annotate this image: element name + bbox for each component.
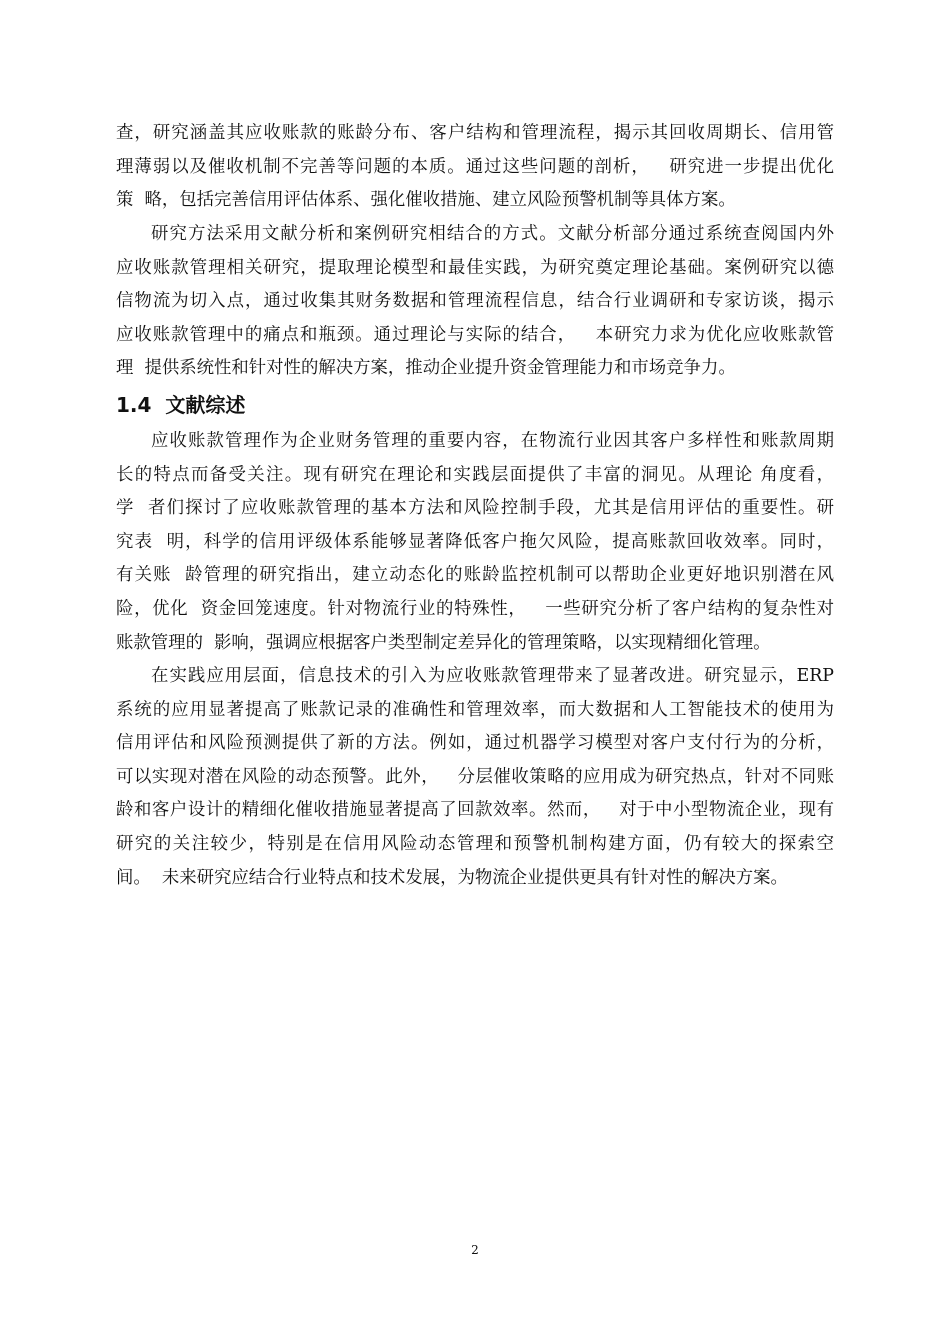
text-line: 查，研究涵盖其应收账款的账龄分布、客户结构和管理流程，揭示其回收周期长、信用管 (116, 123, 834, 143)
text-line: 可以实现对潜在风险的动态预警。此外， 分层催收策略的应用成为研究热点，针对不同账 (116, 766, 834, 787)
text-line: 长的特点而备受关注。现有研究在理论和实践层面提供了丰富的洞见。从理论 角度看， (116, 464, 834, 485)
text-line: 险，优化 资金回笼速度。针对物流行业的特殊性， 一些研究分析了客户结构的复杂性对 (116, 598, 834, 619)
text-line: 信用评估和风险预测提供了新的方法。例如，通过机器学习模型对客户支付行为的分析， (116, 733, 834, 754)
text-line: 有关账 龄管理的研究指出，建立动态化的账龄监控机制可以帮助企业更好地识别潜在风 (116, 565, 834, 586)
text-line: 间。 未来研究应结合行业特点和技术发展，为物流企业提供更具有针对性的解决方案。 (116, 867, 788, 888)
text-line: 龄和客户设计的精细化催收措施显著提高了回款效率。然而， 对于中小型物流企业，现有 (116, 800, 834, 821)
page-number: 2 (471, 1243, 479, 1257)
text-line: 系统的应用显著提高了账款记录的准确性和管理效率，而大数据和人工智能技术的使用为 (116, 699, 834, 720)
text-line: 理 提供系统性和针对性的解决方案，推动企业提升资金管理能力和市场竞争力。 (116, 358, 736, 379)
text-line: 究表 明，科学的信用评级体系能够显著降低客户拖欠风险，提高账款回收效率。同时， (116, 531, 834, 552)
text-line: 研究方法采用文献分析和案例研究相结合的方式。文献分析部分通过系统查阅国内外 (151, 224, 834, 244)
text-line: 应收账款管理作为企业财务管理的重要内容，在物流行业因其客户多样性和账款周期 (151, 431, 834, 451)
text-line: 账款管理的 影响，强调应根据客户类型制定差异化的管理策略，以实现精细化管理。 (116, 632, 771, 653)
text-line: 策 略，包括完善信用评估体系、强化催收措施、建立风险预警机制等具体方案。 (116, 190, 736, 211)
section-heading: 1.4 文献综述 (116, 393, 246, 417)
text-line: 在实践应用层面，信息技术的引入为应收账款管理带来了显著改进。研究显示，ERP (151, 666, 834, 686)
paragraph-research-method (116, 218, 834, 386)
paragraph-research-scope (116, 117, 834, 218)
text-line: 应收账款管理中的痛点和瓶颈。通过理论与实际的结合， 本研究力求为优化应收账款管 (116, 324, 834, 345)
paragraph-literature-theory (116, 425, 834, 660)
text-line: 理薄弱以及催收机制不完善等问题的本质。通过这些问题的剖析， 研究进一步提出优化 (116, 156, 834, 177)
paragraph-literature-practice (116, 660, 834, 895)
text-line: 学 者们探讨了应收账款管理的基本方法和风险控制手段，尤其是信用评估的重要性。研 (116, 498, 834, 519)
text-line: 研究的关注较少，特别是在信用风险动态管理和预警机制构建方面，仍有较大的探索空 (116, 833, 834, 854)
text-line: 应收账款管理相关研究，提取理论模型和最佳实践，为研究奠定理论基础。案例研究以德 (116, 257, 834, 278)
text-line: 信物流为切入点，通过收集其财务数据和管理流程信息，结合行业调研和专家访谈，揭示 (116, 291, 834, 312)
